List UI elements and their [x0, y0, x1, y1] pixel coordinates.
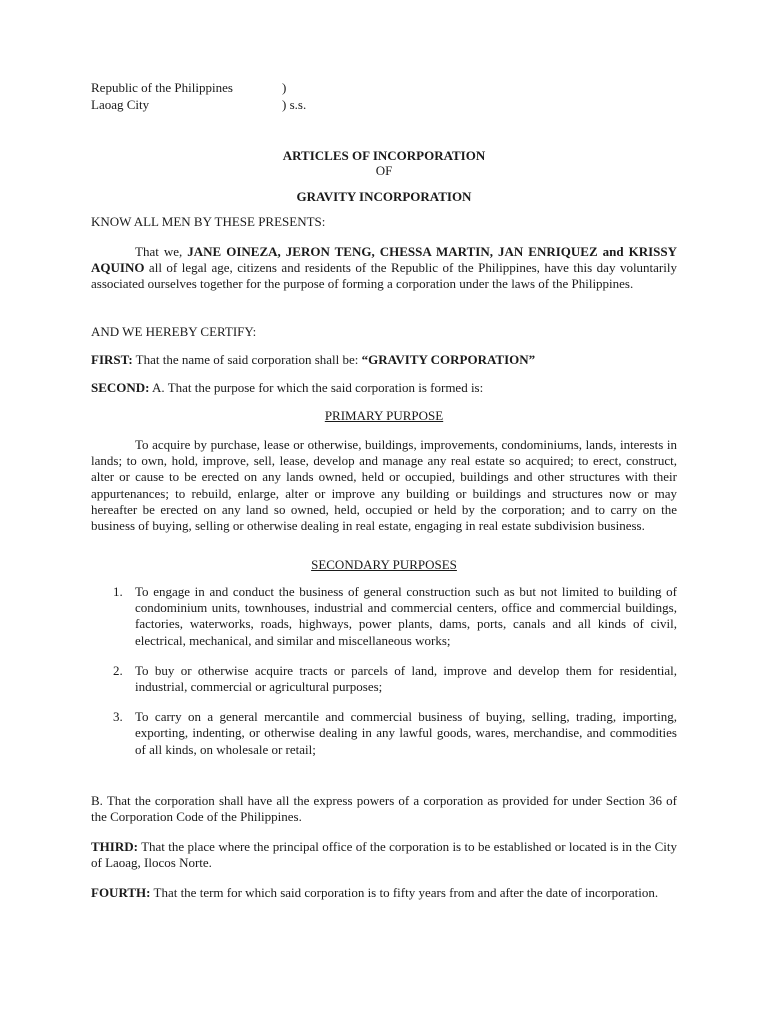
article-fourth	[91, 885, 677, 901]
title-line-1	[91, 148, 677, 164]
certify-line: AND WE HEREBY CERTIFY:	[91, 324, 257, 339]
caption-paren: )	[282, 80, 287, 95]
article-third	[91, 839, 677, 871]
third-label: THIRD:	[91, 839, 138, 854]
fourth-label: FOURTH:	[91, 885, 151, 900]
caption-ss: ) s.s.	[282, 97, 307, 112]
article-first	[91, 352, 677, 368]
corporation-title: GRAVITY INCORPORATION	[296, 189, 472, 204]
intro-rest: all of legal age, citizens and residents of the Republic of the Philippines, have this day voluntarily associated ourselves together for the purpose of forming a corporation under the laws of the Philippines.	[91, 260, 677, 292]
list-item-number: 2.	[113, 662, 123, 678]
powers-paragraph: B. That the corporation shall have all the express powers of a corporation as provided for under Section 36 of the Corporation Code of the Philippines.	[91, 793, 677, 825]
intro-lead: That we,	[135, 244, 188, 259]
preamble: KNOW ALL MEN BY THESE PRESENTS:	[91, 214, 326, 229]
primary-purpose-heading: PRIMARY PURPOSE	[324, 408, 444, 423]
list-item-number: 3.	[113, 709, 123, 725]
first-label: FIRST:	[91, 352, 133, 367]
secondary-purposes-heading: SECONDARY PURPOSES	[311, 557, 457, 572]
corporation-name: “GRAVITY CORPORATION”	[361, 352, 536, 367]
list-item	[91, 709, 677, 758]
list-item-text: To engage in and conduct the business of general construction such as but not limited to building of condominium units, townhouses, industrial and commercial centers, office and commercial buildings, factories, waterworks, roads, highways, power plants, dams, ports, canals and all kinds of civil, electrical, mechanical, and similar and miscellaneous works;	[135, 584, 677, 648]
list-item-text: To buy or otherwise acquire tracts or parcels of land, improve and develop them for residential, industrial, commercial or agricultural purposes;	[135, 662, 677, 695]
primary-purpose-text: To acquire by purchase, lease or otherwise, buildings, improvements, condominiums, lands, interests in lands; to own, hold, improve, sell, lease, develop and manage any real estate so acquired; to erect, construct, alter or cause to be erected on any lands owned, held or occupied, buildings and other structures with their appurtenances; to rebuild, enlarge, alter or improve any building or buildings and structures now or may hereafter be erected on any land so owned, held, occupied or held by the corporation; and to carry on the business of buying, selling or otherwise dealing in real estate, engaging in real estate subdivision business.	[91, 437, 677, 534]
caption-row-1	[91, 80, 391, 97]
second-text: A. That the purpose for which the said corporation is formed is:	[149, 380, 484, 395]
title-line-2	[91, 163, 677, 179]
third-text: That the place where the principal office of the corporation is to be established or located is in the City of Laoag, Ilocos Norte.	[91, 839, 677, 871]
document-title: ARTICLES OF INCORPORATION	[282, 148, 486, 163]
fourth-text: That the term for which said corporation is to fifty years from and after the date of incorporation.	[150, 885, 659, 900]
incorporator-names: JANE OINEZA, JERON TENG, CHESSA MARTIN, JAN ENRIQUEZ and KRISSY AQUINO	[91, 244, 678, 276]
caption-republic: Republic of the Philippines	[91, 80, 233, 95]
caption-city: Laoag City	[91, 97, 150, 112]
list-item-text: To carry on a general mercantile and commercial business of buying, selling, trading, importing, exporting, indenting, or otherwise dealing in any lawful goods, wares, merchandise, and commodities of all kinds, on wholesale or retail;	[135, 709, 677, 757]
title-line-3	[91, 189, 677, 205]
secondary-purposes-list	[91, 584, 677, 758]
document-title-of: OF	[375, 163, 393, 178]
caption-row-2	[91, 97, 391, 114]
article-second	[91, 380, 677, 396]
list-item-number: 1.	[113, 584, 123, 599]
venue-caption	[91, 80, 391, 114]
first-text: That the name of said corporation shall be:	[132, 352, 362, 367]
list-item	[91, 584, 677, 649]
second-label: SECOND:	[91, 380, 150, 395]
intro-paragraph	[91, 244, 677, 293]
list-item	[91, 663, 677, 695]
